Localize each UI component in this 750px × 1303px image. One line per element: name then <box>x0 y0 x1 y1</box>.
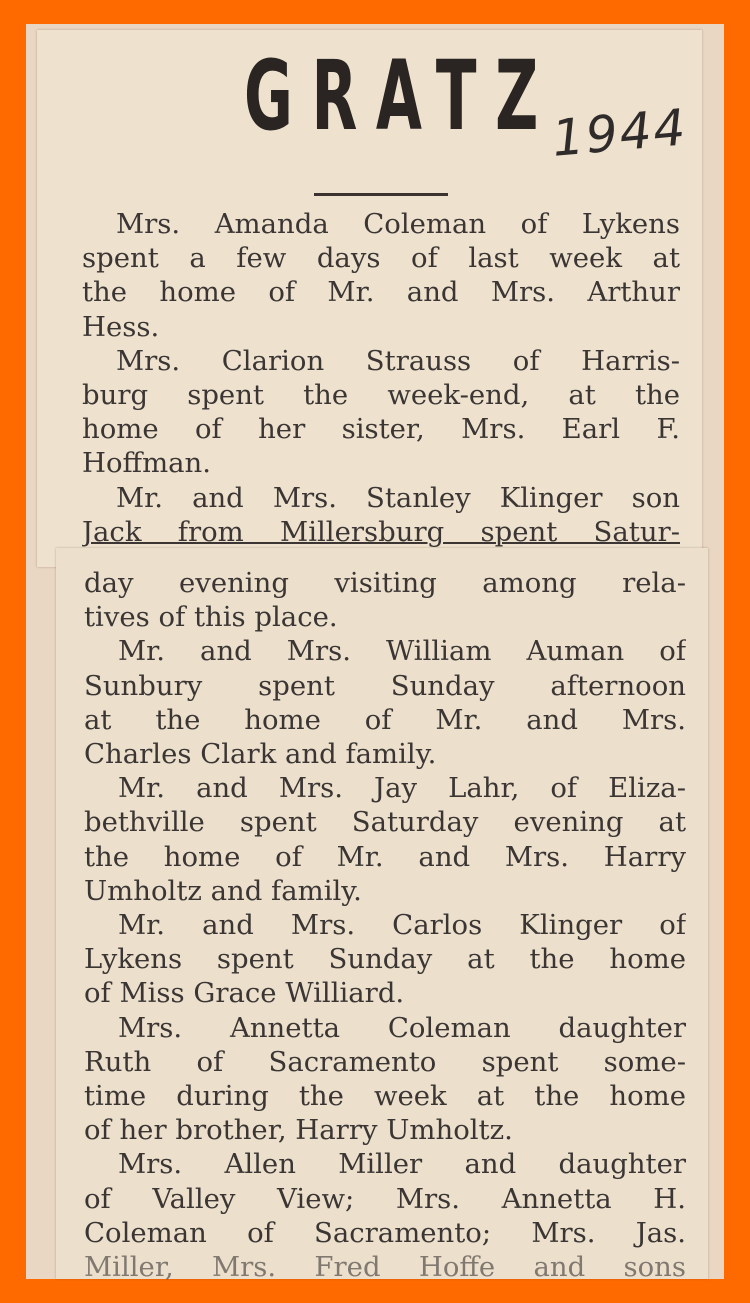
text-line: burg spent the week-end, at the <box>82 379 680 412</box>
handwritten-year: 1944 <box>549 98 690 168</box>
text-line: of Valley View; Mrs. Annetta H. <box>84 1182 686 1215</box>
text-line: bethville spent Saturday evening at <box>84 806 686 839</box>
text-line: Lykens spent Sunday at the home <box>84 943 686 976</box>
headline-rule <box>314 193 448 196</box>
text-line: of Miss Grace Williard. <box>84 977 405 1010</box>
text-line: day evening visiting among rela- <box>84 567 686 599</box>
text-line: Mrs. Amanda Coleman of Lykens <box>116 208 680 240</box>
text-line: spent a few days of last week at <box>82 242 680 275</box>
text-line: Ruth of Sacramento spent some- <box>84 1045 686 1078</box>
text-line: Sunbury spent Sunday afternoon <box>84 669 686 702</box>
text-line: Hoffman. <box>82 447 212 480</box>
text-line: at the home of Mr. and Mrs. <box>84 703 686 736</box>
text-line: of her brother, Harry Umholtz. <box>84 1114 513 1147</box>
text-line: home of her sister, Mrs. Earl F. <box>82 413 680 446</box>
text-line: Hess. <box>82 310 160 343</box>
article-column-bottom <box>84 566 686 1284</box>
text-line: Charles Clark and family. <box>84 738 437 771</box>
text-line: Mr. and Mrs. Jay Lahr, of Eliza- <box>118 772 686 805</box>
text-line: Mrs. Annetta Coleman daughter <box>118 1011 686 1044</box>
text-line: Mrs. Clarion Strauss of Harris- <box>116 344 680 377</box>
text-line: Mr. and Mrs. Carlos Klinger of <box>118 909 686 942</box>
article-column-top <box>82 207 680 549</box>
text-line: Coleman of Sacramento; Mrs. Jas. <box>84 1216 686 1249</box>
text-line: Mrs. Allen Miller and daughter <box>118 1148 686 1181</box>
text-line: Jack from Millersburg spent Satur- <box>82 515 680 548</box>
text-line: Umholtz and family. <box>84 874 362 907</box>
text-line-cut-off: Miller, Mrs. Fred Hoffe and sons <box>84 1251 686 1284</box>
text-line: the home of Mr. and Mrs. Arthur <box>82 276 680 309</box>
text-line: Mr. and Mrs. William Auman of <box>118 635 686 668</box>
text-line: the home of Mr. and Mrs. Harry <box>84 840 686 873</box>
text-line: tives of this place. <box>84 601 338 634</box>
text-line: time during the week at the home <box>84 1080 686 1113</box>
headline: GRATZ <box>244 40 557 152</box>
text-line: Mr. and Mrs. Stanley Klinger son <box>116 481 680 514</box>
